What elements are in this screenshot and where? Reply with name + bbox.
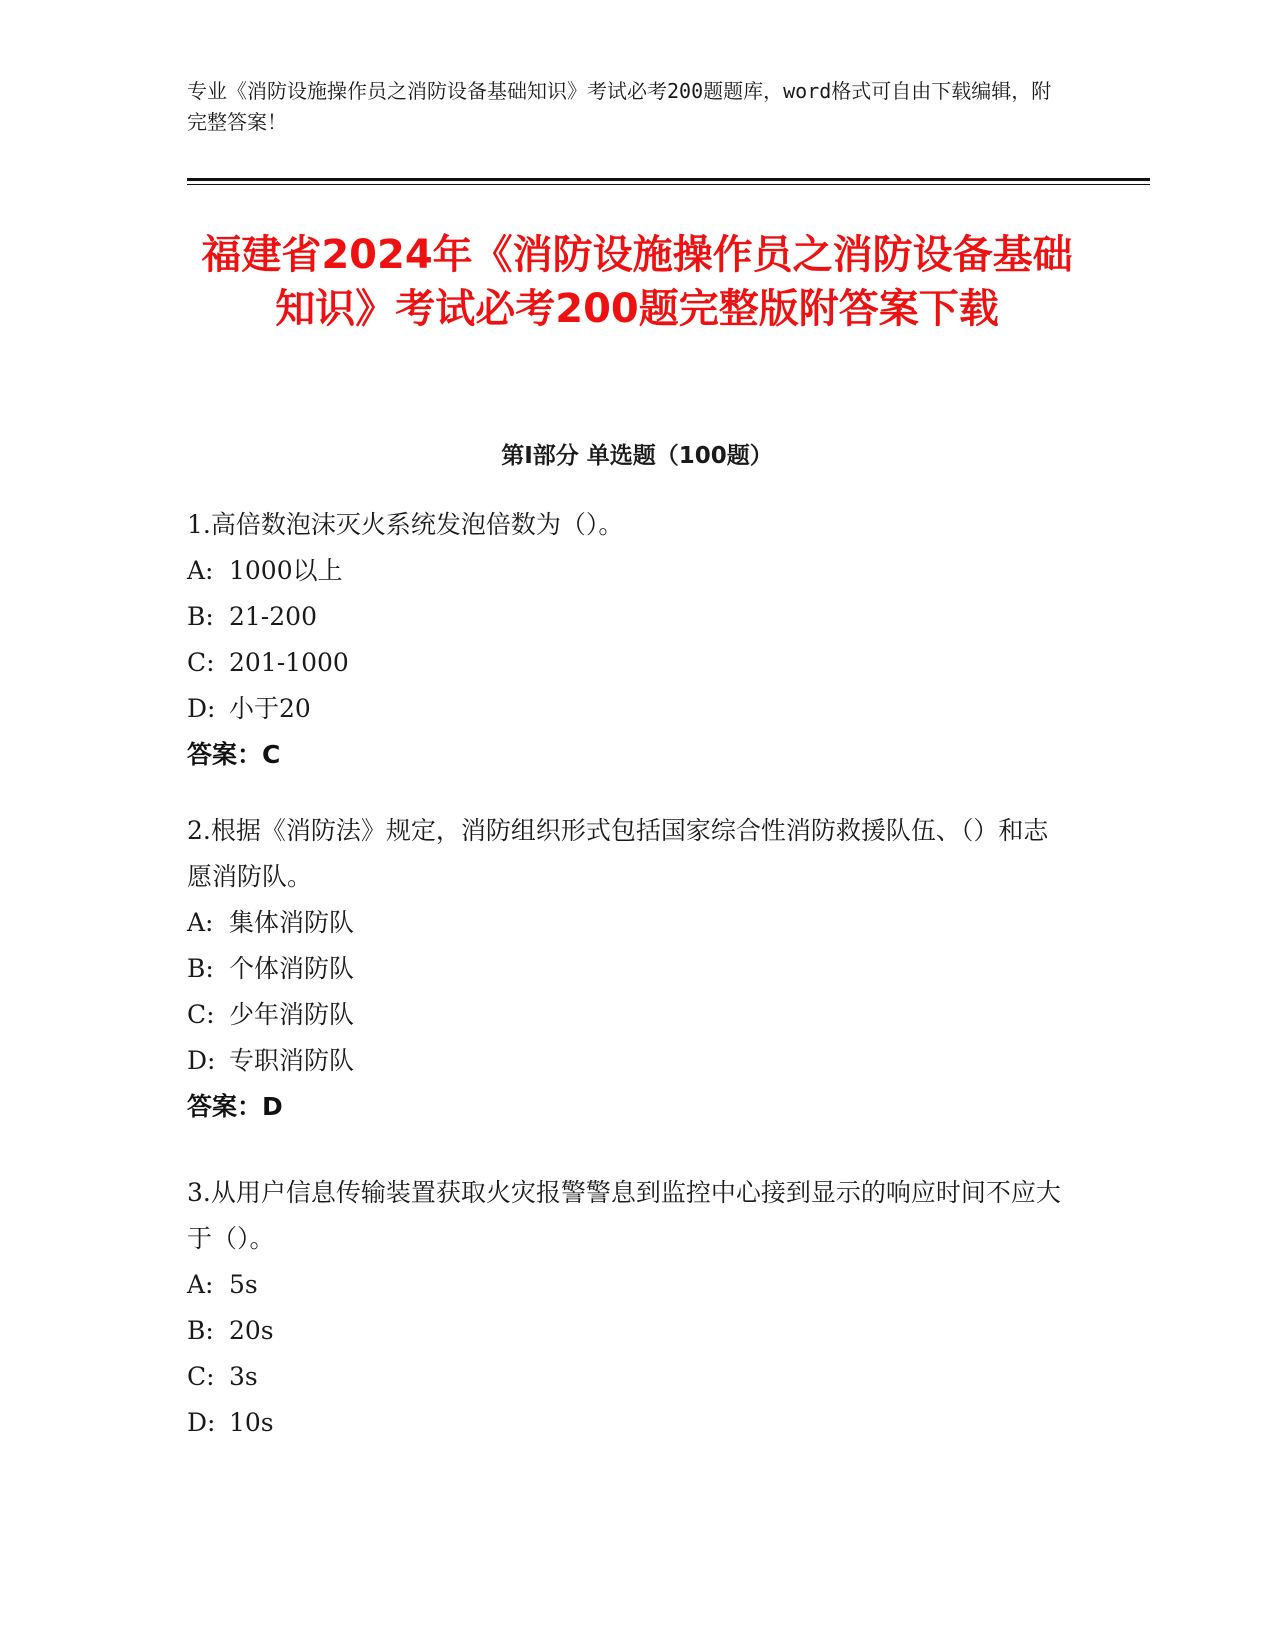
option-label: C: <box>187 1000 215 1029</box>
option-text: 3s <box>229 1362 258 1391</box>
document-title: 福建省2024年《消防设施操作员之消防设备基础知识》考试必考200题完整版附答案下载 <box>201 232 1073 332</box>
option-c <box>187 640 1067 686</box>
option-a <box>187 1262 1067 1308</box>
question-1 <box>187 502 1067 778</box>
option-label: B: <box>187 1316 214 1345</box>
option-label: D: <box>187 1408 216 1437</box>
option-b <box>187 594 1067 640</box>
option-text: 少年消防队 <box>229 1000 355 1029</box>
answer-value: D <box>262 1092 283 1121</box>
option-label: C: <box>187 1362 215 1391</box>
answer-prefix: 答案： <box>187 740 263 769</box>
option-label: B: <box>187 602 214 631</box>
option-b <box>187 946 1067 992</box>
option-label: A: <box>187 1270 214 1299</box>
answer-line <box>187 732 1067 778</box>
answer-value: C <box>262 740 281 769</box>
option-text: 10s <box>229 1408 274 1437</box>
option-text: 5s <box>229 1270 258 1299</box>
option-c <box>187 992 1067 1038</box>
header-note: 专业《消防设施操作员之消防设备基础知识》考试必考200题题库，word格式可自由下载编辑，附完整答案！ <box>187 79 1052 134</box>
option-label: D: <box>187 1046 216 1075</box>
option-d <box>187 1038 1067 1084</box>
option-label: D: <box>187 694 216 723</box>
answer-prefix: 答案： <box>187 1092 263 1121</box>
option-label: B: <box>187 954 214 983</box>
header-rule-thin <box>187 184 1150 185</box>
question-stem: 2.根据《消防法》规定，消防组织形式包括国家综合性消防救援队伍、（）和志愿消防队。 <box>187 816 1049 891</box>
option-text: 小于20 <box>229 694 311 723</box>
header-rule-thick <box>187 178 1150 181</box>
option-text: 专职消防队 <box>229 1046 355 1075</box>
option-label: A: <box>187 556 214 585</box>
option-text: 集体消防队 <box>229 908 355 937</box>
option-a <box>187 900 1067 946</box>
option-d <box>187 1400 1067 1446</box>
option-d <box>187 686 1067 732</box>
question-stem: 3.从用户信息传输装置获取火灾报警警息到监控中心接到显示的响应时间不应大于（）。 <box>187 1178 1061 1253</box>
option-text: 20s <box>229 1316 274 1345</box>
option-label: C: <box>187 648 215 677</box>
option-text: 201-1000 <box>229 648 349 677</box>
question-3 <box>187 1170 1067 1446</box>
section-title: 第Ⅰ部分 单选题（100题） <box>501 443 773 469</box>
question-2 <box>187 808 1067 1130</box>
option-c <box>187 1354 1067 1400</box>
answer-line <box>187 1084 1067 1130</box>
question-stem: 1.高倍数泡沫灭火系统发泡倍数为（）。 <box>187 510 624 539</box>
option-text: 1000以上 <box>229 556 343 585</box>
option-text: 21-200 <box>229 602 317 631</box>
option-label: A: <box>187 908 214 937</box>
option-text: 个体消防队 <box>229 954 355 983</box>
option-b <box>187 1308 1067 1354</box>
option-a <box>187 548 1067 594</box>
